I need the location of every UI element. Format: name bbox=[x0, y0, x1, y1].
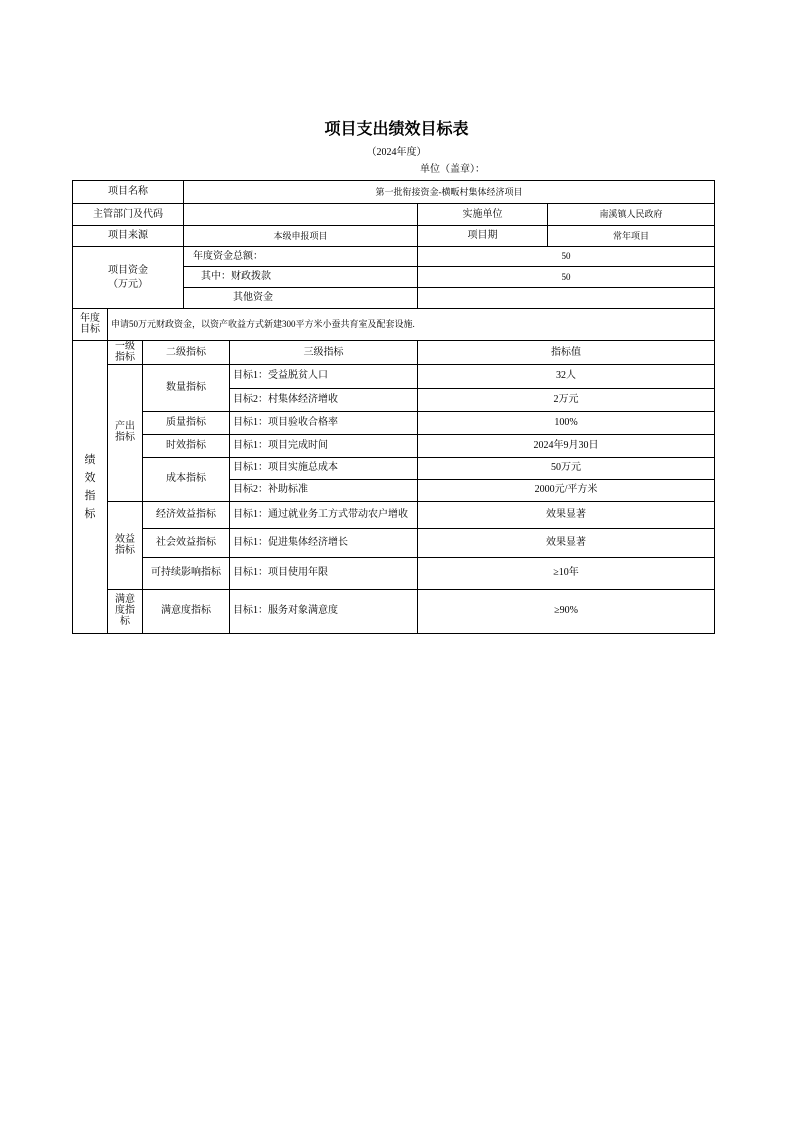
source-label: 项目来源 bbox=[73, 226, 184, 247]
target-value: 2000元/平方米 bbox=[418, 479, 715, 501]
target-value: 100% bbox=[418, 411, 715, 434]
funds-other-value bbox=[418, 288, 715, 309]
target-value: 效果显著 bbox=[418, 528, 715, 557]
funds-total-label: 年度资金总额： bbox=[184, 247, 418, 267]
funds-other-label: 其他资金 bbox=[184, 288, 418, 309]
indicators-section-cell bbox=[73, 341, 108, 634]
table-row bbox=[73, 457, 715, 479]
header-value: 指标值 bbox=[418, 341, 715, 365]
dept-label: 主管部门及代码 bbox=[73, 204, 184, 226]
annual-goal-label: 年度目标 bbox=[80, 313, 100, 336]
funds-label-cell bbox=[73, 247, 184, 309]
unit-seal-label: 单位（盖章）： bbox=[420, 164, 485, 175]
target-text: 目标2：村集体经济增收 bbox=[230, 388, 418, 411]
indicators-section-label: 绩效指标 bbox=[84, 453, 96, 520]
subgroup-economic-label: 经济效益指标 bbox=[143, 501, 230, 528]
target-text: 目标1：通过就业务工方式带动农户增收 bbox=[230, 501, 418, 528]
table-row bbox=[73, 501, 715, 528]
target-value: 2024年9月30日 bbox=[418, 434, 715, 457]
period-label: 项目期 bbox=[418, 226, 548, 247]
performance-target-table bbox=[72, 180, 715, 634]
period-value: 常年项目 bbox=[548, 226, 715, 247]
impl-unit-label: 实施单位 bbox=[418, 204, 548, 226]
table-row bbox=[73, 204, 715, 226]
target-text: 目标2：补助标准 bbox=[230, 479, 418, 501]
table-row bbox=[73, 589, 715, 633]
target-value: ≥90% bbox=[418, 589, 715, 633]
target-text: 目标1：项目使用年限 bbox=[230, 557, 418, 589]
table-row bbox=[73, 364, 715, 388]
target-text: 目标1：受益脱贫人口 bbox=[230, 364, 418, 388]
project-name-value: 第一批衔接资金-横畈村集体经济项目 bbox=[184, 181, 715, 204]
target-text: 目标1：项目完成时间 bbox=[230, 434, 418, 457]
table-row bbox=[73, 528, 715, 557]
group-satisfaction-cell bbox=[108, 589, 143, 633]
annual-goal-text: 申请50万元财政资金，以资产收益方式新建300平方米小蚕共育室及配套设施. bbox=[108, 309, 715, 341]
header-level3: 三级指标 bbox=[230, 341, 418, 365]
group-output-label: 产出指标 bbox=[115, 421, 135, 444]
funds-total-value: 50 bbox=[418, 247, 715, 267]
header-level1: 一级指标 bbox=[115, 341, 135, 363]
group-output-cell bbox=[108, 364, 143, 501]
target-value: ≥10年 bbox=[418, 557, 715, 589]
target-value: 2万元 bbox=[418, 388, 715, 411]
dept-value bbox=[184, 204, 418, 226]
target-text: 目标1：服务对象满意度 bbox=[230, 589, 418, 633]
impl-unit-value: 南溪镇人民政府 bbox=[548, 204, 715, 226]
funds-fiscal-label: 其中：财政拨款 bbox=[184, 267, 418, 288]
table-row bbox=[73, 557, 715, 589]
subgroup-satisfaction-label: 满意度指标 bbox=[143, 589, 230, 633]
annual-goal-label-cell bbox=[73, 309, 108, 341]
source-value: 本级申报项目 bbox=[184, 226, 418, 247]
table-row bbox=[73, 411, 715, 434]
target-text: 目标1：促进集体经济增长 bbox=[230, 528, 418, 557]
table-row bbox=[73, 181, 715, 204]
subgroup-quality-label: 质量指标 bbox=[143, 411, 230, 434]
subgroup-timeliness-label: 时效指标 bbox=[143, 434, 230, 457]
table-row bbox=[73, 341, 715, 365]
group-benefit-cell bbox=[108, 501, 143, 589]
project-name-label: 项目名称 bbox=[73, 181, 184, 204]
header-level2: 二级指标 bbox=[143, 341, 230, 365]
group-benefit-label: 效益指标 bbox=[115, 533, 135, 556]
table-row bbox=[73, 309, 715, 341]
document-title: 项目支出绩效目标表 bbox=[324, 121, 469, 138]
target-value: 50万元 bbox=[418, 457, 715, 479]
subgroup-quantity-label: 数量指标 bbox=[143, 364, 230, 411]
funds-fiscal-value: 50 bbox=[418, 267, 715, 288]
target-text: 目标1：项目验收合格率 bbox=[230, 411, 418, 434]
funds-label: 项目资金（万元） bbox=[108, 265, 148, 290]
header-level1-cell bbox=[108, 341, 143, 365]
target-value: 32人 bbox=[418, 364, 715, 388]
document-year: （2024年度） bbox=[366, 147, 427, 158]
target-value: 效果显著 bbox=[418, 501, 715, 528]
subgroup-sustainable-label: 可持续影响指标 bbox=[143, 557, 230, 589]
table-row bbox=[73, 226, 715, 247]
target-text: 目标1：项目实施总成本 bbox=[230, 457, 418, 479]
table-row bbox=[73, 434, 715, 457]
subgroup-social-label: 社会效益指标 bbox=[143, 528, 230, 557]
table-row bbox=[73, 247, 715, 267]
subgroup-cost-label: 成本指标 bbox=[143, 457, 230, 501]
group-satisfaction-label: 满意度指标 bbox=[115, 594, 135, 628]
